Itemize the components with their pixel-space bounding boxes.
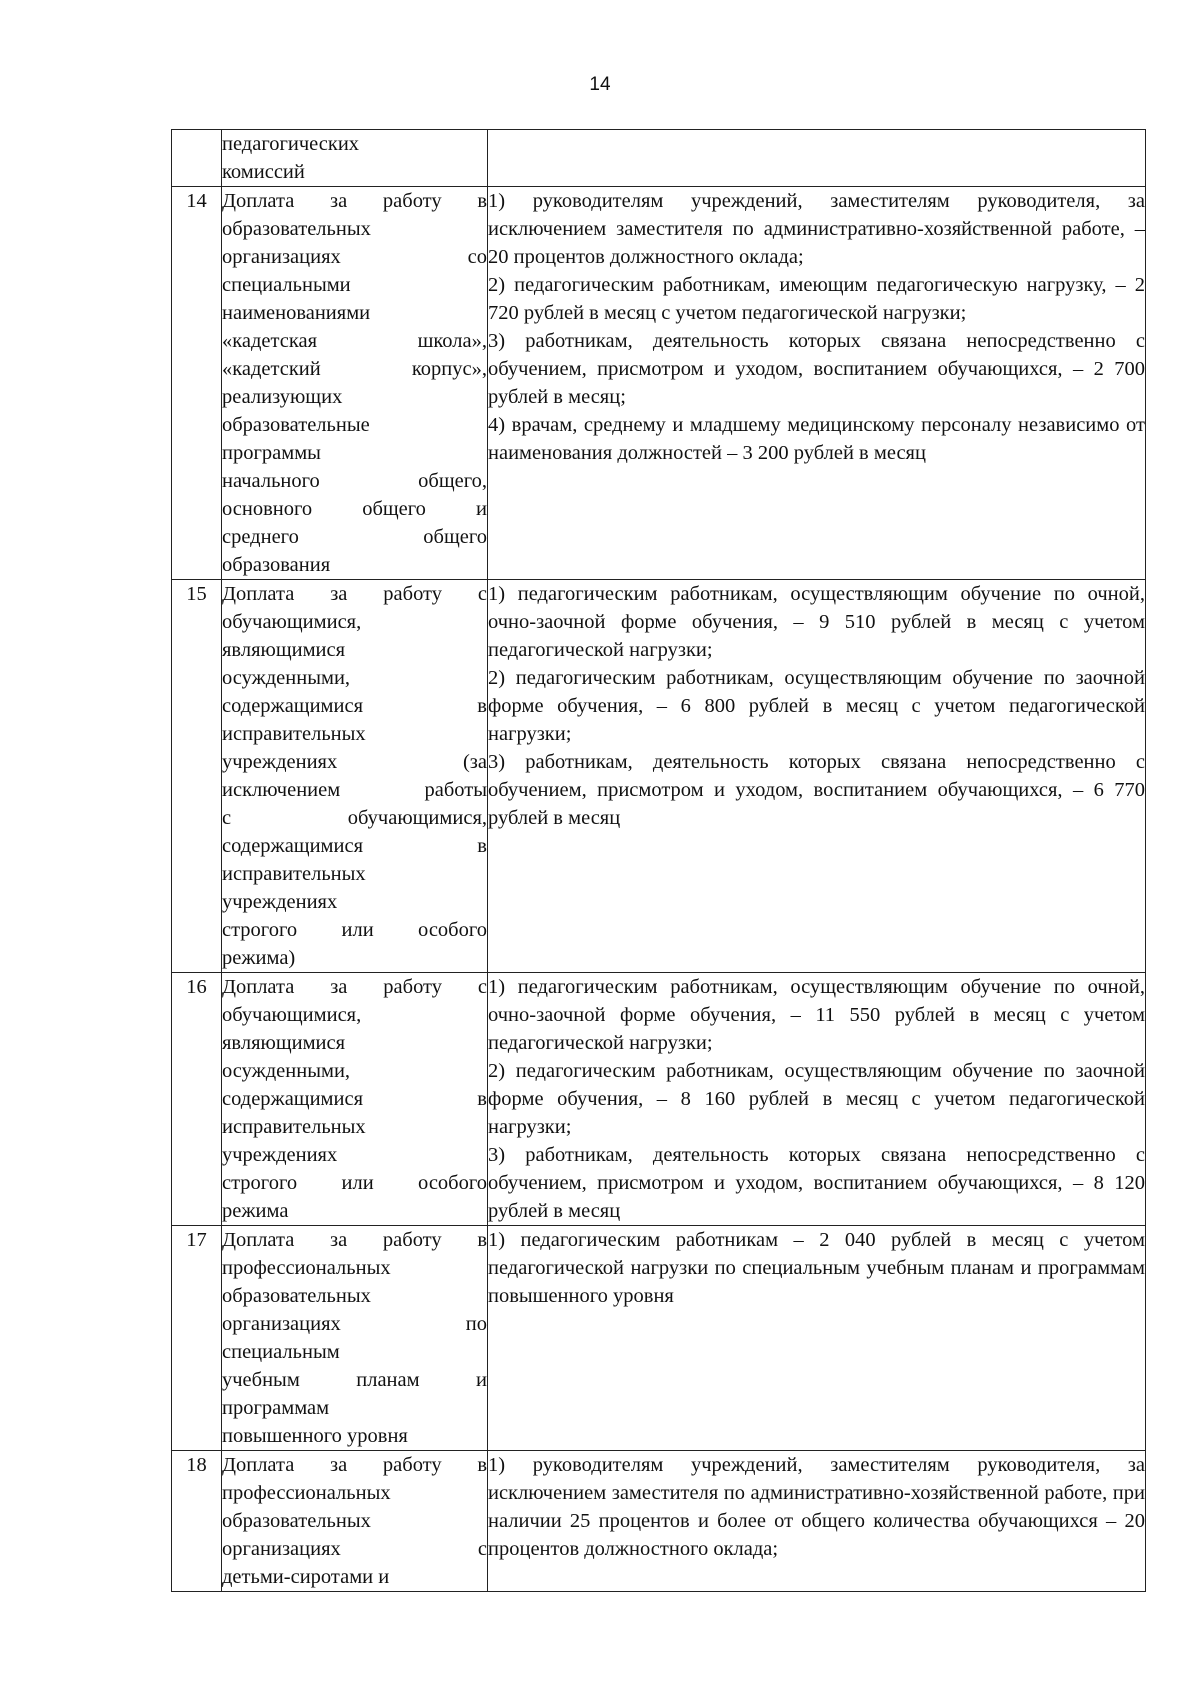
table-row [172, 187, 1146, 580]
table-row [172, 1451, 1146, 1592]
allowance-name-line: учреждениях (за [222, 751, 487, 773]
allowance-name-line: режима) [222, 947, 296, 969]
allowance-name-line: педагогических [222, 133, 360, 155]
allowance-name-line: учреждениях [222, 1144, 338, 1166]
table-row [172, 1226, 1146, 1451]
allowance-name-line: начального общего, [222, 470, 487, 492]
allowance-name-line: профессиональных [222, 1482, 391, 1504]
allowance-name-line: повышенного уровня [222, 1425, 408, 1447]
table-row [172, 130, 1146, 187]
allowance-term-item: 1) педагогическим работникам, осуществляющим обучение по очной, очно-заочной форме обучения, – 11 550 рублей в месяц с учетом педагогической нагрузки; [488, 976, 1145, 1054]
row-number: 18 [172, 1451, 222, 1592]
allowance-term-item: 1) руководителям учреждений, заместителям руководителя, за исключением заместителя по административно-хозяйственной работе, – 20 процентов должностного оклада; [488, 190, 1145, 268]
allowance-name-line: «кадетский корпус», [222, 358, 487, 380]
allowance-name-line: строгого или особого [222, 919, 487, 941]
allowance-name-line: специальным [222, 1341, 340, 1363]
allowance-name-line: Доплата за работу в [222, 1229, 487, 1251]
allowance-name-line: являющимися [222, 1032, 346, 1054]
allowance-name-line: режима [222, 1200, 289, 1222]
allowance-name-line: комиссий [222, 161, 305, 183]
allowance-name-line: с обучающимися, [222, 807, 487, 829]
allowance-term-item: 1) руководителям учреждений, заместителям руководителя, за исключением заместителя по административно-хозяйственной работе, при наличии 25 процентов и более от общего количества обучающихся – 20 процентов должностного оклада; [488, 1454, 1145, 1560]
allowance-name-line: образовательные [222, 414, 370, 436]
allowance-term-item: 1) педагогическим работникам – 2 040 рублей в месяц с учетом педагогической нагрузки по специальным учебным планам и программам повышенного уровня [488, 1229, 1145, 1307]
allowance-term-item: 2) педагогическим работникам, осуществляющим обучение по заочной форме обучения, – 6 800 рублей в месяц с учетом педагогической нагрузки; [488, 667, 1145, 745]
allowance-terms-cell [488, 1451, 1146, 1592]
row-number: 16 [172, 973, 222, 1226]
allowance-term-item: 2) педагогическим работникам, имеющим педагогическую нагрузку, – 2 720 рублей в месяц с учетом педагогической нагрузки; [488, 274, 1145, 324]
allowance-name-line: учебным планам и [222, 1369, 487, 1391]
allowance-terms-cell [488, 1226, 1146, 1451]
allowance-name-line: детьми-сиротами и [222, 1566, 390, 1588]
allowance-term-item: 3) работникам, деятельность которых связана непосредственно с обучением, присмотром и уходом, воспитанием обучающихся, – 2 700 рублей в месяц; [488, 330, 1145, 408]
allowance-name-line: содержащимися в [222, 835, 487, 857]
allowance-name-line: исправительных [222, 863, 366, 885]
allowance-name-line: организациях с [222, 1538, 487, 1560]
allowance-name-line: «кадетская школа», [222, 330, 487, 352]
allowance-name-line: среднего общего [222, 526, 487, 548]
allowance-name-line: образовательных [222, 218, 371, 240]
allowance-name-line: программы [222, 442, 321, 464]
allowance-name-line: строгого или особого [222, 1172, 487, 1194]
allowance-term-item: 3) работникам, деятельность которых связана непосредственно с обучением, присмотром и уходом, воспитанием обучающихся, – 6 770 рублей в месяц [488, 751, 1145, 829]
allowance-name-line: Доплата за работу с [222, 583, 487, 605]
allowance-name-line: образовательных [222, 1510, 371, 1532]
allowance-name-line: организациях по [222, 1313, 487, 1335]
allowance-name-line: Доплата за работу с [222, 976, 487, 998]
allowance-name-line: программам [222, 1397, 330, 1419]
allowance-name-cell [222, 187, 488, 580]
allowance-name-line: исключением работы [222, 779, 487, 801]
allowance-name-line: основного общего и [222, 498, 487, 520]
allowance-name-line: организациях со [222, 246, 487, 268]
allowance-name-line: осужденными, [222, 1060, 351, 1082]
allowance-name-line: Доплата за работу в [222, 190, 487, 212]
allowance-name-line: обучающимися, [222, 611, 362, 633]
allowance-table [171, 129, 1146, 1592]
allowance-name-line: исправительных [222, 723, 366, 745]
allowance-terms-cell [488, 580, 1146, 973]
allowance-name-cell [222, 973, 488, 1226]
allowance-name-cell [222, 130, 488, 187]
allowance-name-cell [222, 1451, 488, 1592]
allowance-name-line: специальными [222, 274, 351, 296]
allowance-name-line: являющимися [222, 639, 346, 661]
allowance-term-item: 4) врачам, среднему и младшему медицинскому персоналу независимо от наименования должностей – 3 200 рублей в месяц [488, 414, 1145, 464]
allowance-terms-cell [488, 973, 1146, 1226]
table-row [172, 973, 1146, 1226]
allowance-name-line: учреждениях [222, 891, 338, 913]
row-number [172, 130, 222, 187]
allowance-name-line: исправительных [222, 1116, 366, 1138]
allowance-name-line: образовательных [222, 1285, 371, 1307]
allowance-terms-cell [488, 187, 1146, 580]
row-number: 17 [172, 1226, 222, 1451]
allowance-name-line: содержащимися в [222, 695, 487, 717]
table-row [172, 580, 1146, 973]
row-number: 15 [172, 580, 222, 973]
allowance-name-line: Доплата за работу в [222, 1454, 487, 1476]
allowance-term-item: 1) педагогическим работникам, осуществляющим обучение по очной, очно-заочной форме обучения, – 9 510 рублей в месяц с учетом педагогической нагрузки; [488, 583, 1145, 661]
allowance-name-line: содержащимися в [222, 1088, 487, 1110]
allowance-name-line: реализующих [222, 386, 343, 408]
allowance-name-cell [222, 580, 488, 973]
allowance-terms-cell [488, 130, 1146, 187]
page-number: 14 [589, 74, 611, 95]
allowance-name-line: осужденными, [222, 667, 351, 689]
allowance-term-item: 3) работникам, деятельность которых связана непосредственно с обучением, присмотром и уходом, воспитанием обучающихся, – 8 120 рублей в месяц [488, 1144, 1145, 1222]
allowance-name-line: профессиональных [222, 1257, 391, 1279]
allowance-name-line: обучающимися, [222, 1004, 362, 1026]
row-number: 14 [172, 187, 222, 580]
allowance-term-item: 2) педагогическим работникам, осуществляющим обучение по заочной форме обучения, – 8 160 рублей в месяц с учетом педагогической нагрузки; [488, 1060, 1145, 1138]
allowance-name-line: наименованиями [222, 302, 371, 324]
allowance-name-line: образования [222, 554, 331, 576]
allowance-name-cell [222, 1226, 488, 1451]
